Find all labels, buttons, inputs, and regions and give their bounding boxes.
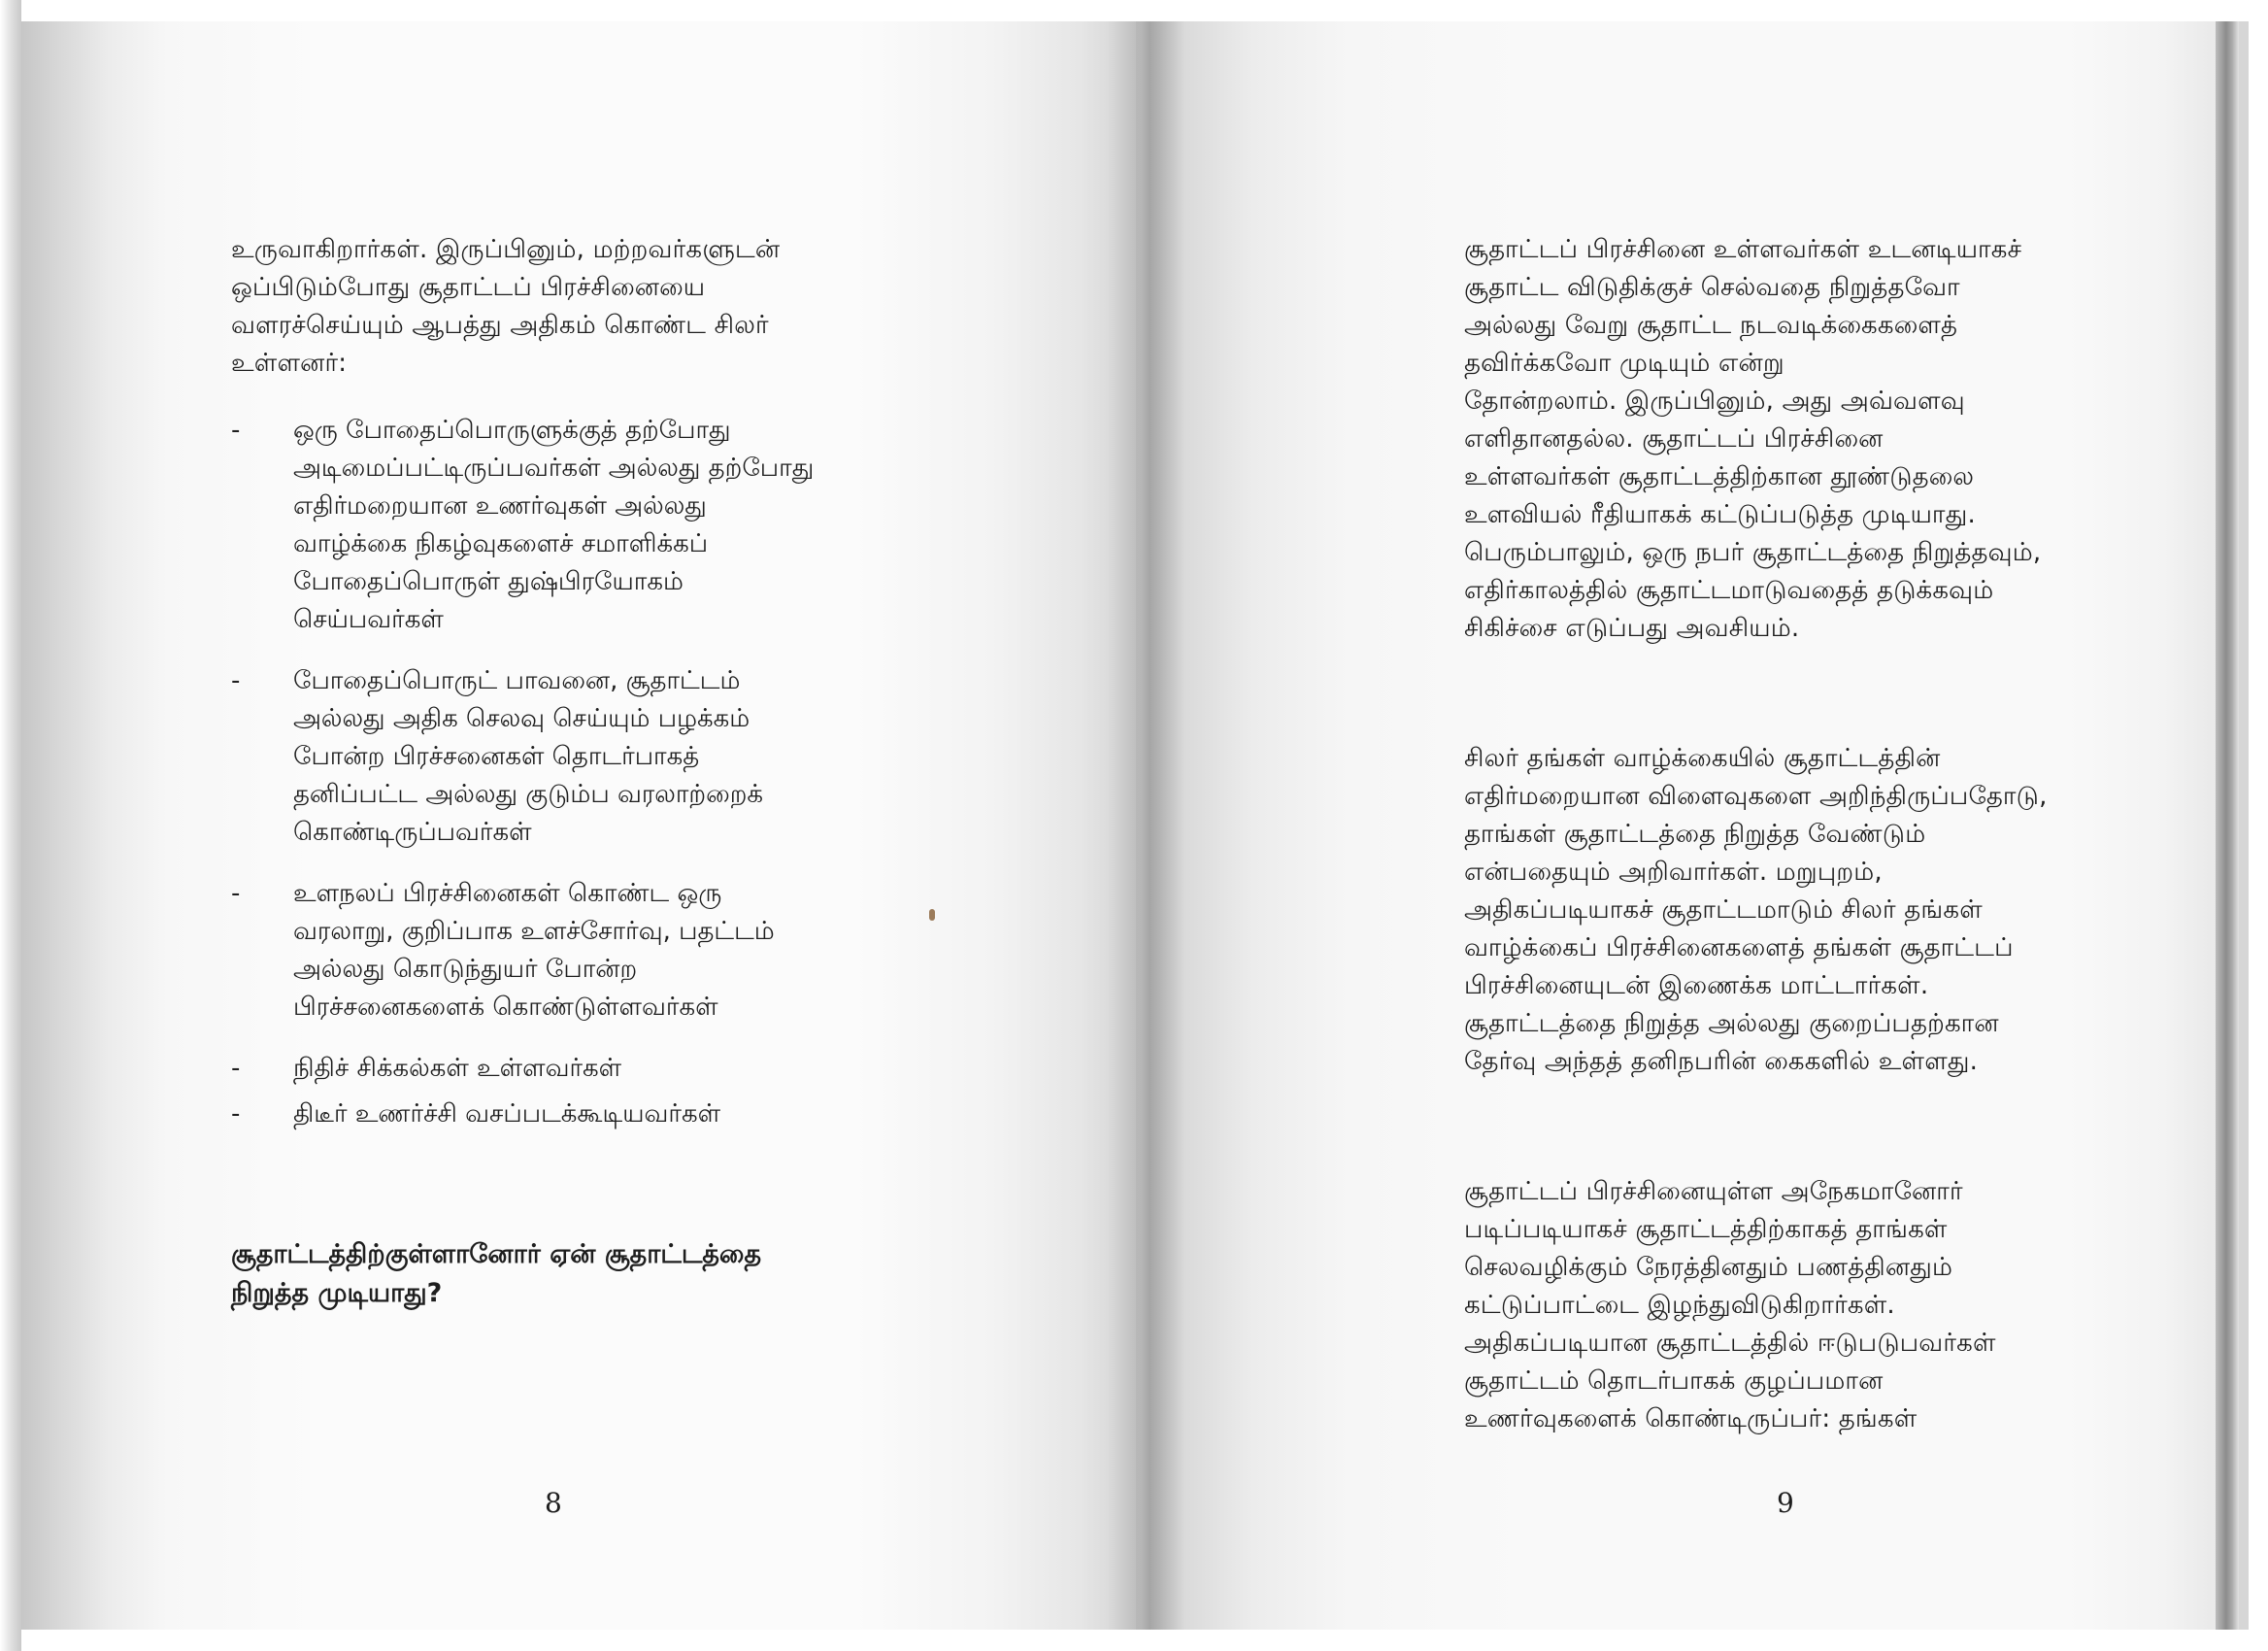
text-line: செய்பவர்கள் [293,605,444,634]
text-line: எதிர்காலத்தில் சூதாட்டமாடுவதைத் தடுக்கவும் [1464,576,1994,605]
text-line: சூதாட்டத்தை நிறுத்த அல்லது குறைப்பதற்கான [1464,1009,1999,1038]
right-paragraph-1 [1464,231,2041,648]
text-line: திடீர் உணர்ச்சி வசப்படக்கூடியவர்கள் [293,1099,721,1129]
text-line: வரலாறு, குறிப்பாக உளச்சோர்வு, பதட்டம் [293,917,775,946]
text-line: அல்லது அதிக செலவு செய்யும் பழக்கம் [293,704,750,733]
text-line: எதிர்மறையான விளைவுகளை அறிந்திருப்பதோடு, [1464,782,2048,811]
text-line: வாழ்க்கை நிகழ்வுகளைச் சமாளிக்கப் [293,529,709,558]
text-line: தவிர்க்கவோ முடியும் என்று [1464,349,1784,378]
text-line: உள்ளனர்: [231,349,348,378]
text-line: பிரச்சனைகளைக் கொண்டுள்ளவர்கள் [293,993,718,1022]
text-line: சூதாட்டம் தொடர்பாகக் குழப்பமான [1464,1366,1884,1396]
risk-factor-list [231,412,814,1157]
text-line: தனிப்பட்ட அல்லது குடும்ப வரலாற்றைக் [293,780,764,809]
text-line: சிகிச்சை எடுப்பது அவசியம். [1464,614,1800,643]
text-line: அடிமைப்பட்டிருப்பவர்கள் அல்லது தற்போது [293,454,815,483]
text-line: அதிகப்படியாகச் சூதாட்டமாடும் சிலர் தங்கள் [1464,895,1983,925]
book-spine-shadow [1107,21,1184,1630]
text-line: வாழ்க்கைப் பிரச்சினைகளைத் தங்கள் சூதாட்டப் [1464,933,2014,962]
text-line: வளரச்செய்யும் ஆபத்து அதிகம் கொண்ட சிலர் [231,311,769,340]
list-item [231,412,814,639]
list-item [231,1050,814,1088]
scan-speck [929,909,935,921]
scan-edge-right [2239,21,2249,1630]
text-line: உருவாகிறார்கள். இருப்பினும், மற்றவர்களுடன் [231,235,781,264]
text-line: தாங்கள் சூதாட்டத்தை நிறுத்த வேண்டும் [1464,820,1926,849]
text-line: பிரச்சினையுடன் இணைக்க மாட்டார்கள். [1464,971,1929,1000]
list-item [231,1095,814,1133]
heading-line: சூதாட்டத்திற்குள்ளானோர் ஏன் சூதாட்டத்தை [231,1239,762,1269]
text-line: சூதாட்டப் பிரச்சினை உள்ளவர்கள் உடனடியாகச் [1464,235,2022,264]
text-line: போன்ற பிரச்சனைகள் தொடர்பாகத் [293,742,700,771]
text-line: ஒப்பிடும்போது சூதாட்டப் பிரச்சினையை [231,273,706,302]
right-paragraph-2 [1464,740,2048,1081]
text-line: அல்லது வேறு சூதாட்ட நடவடிக்கைகளைத் [1464,311,1958,340]
text-line: நிதிச் சிக்கல்கள் உள்ளவர்கள் [293,1054,622,1083]
text-line: எளிதானதல்ல. சூதாட்டப் பிரச்சினை [1464,424,1884,454]
text-line: என்பதையும் அறிவார்கள். மறுபுறம், [1464,858,1883,887]
text-line: ஒரு போதைப்பொருளுக்குத் தற்போது [293,416,731,445]
text-line: சூதாட்ட விடுதிக்குச் செல்வதை நிறுத்தவோ [1464,273,1960,302]
bullet-dash: - [231,416,241,445]
text-line: அல்லது கொடுந்துயர் போன்ற [293,955,638,984]
scan-edge-left [0,0,21,1651]
section-heading [231,1235,761,1313]
text-line: கொண்டிருப்பவர்கள் [293,818,532,847]
list-item [231,662,814,852]
text-line: செலவழிக்கும் நேரத்தினதும் பணத்தினதும் [1464,1253,1953,1282]
text-line: உள்ளவர்கள் சூதாட்டத்திற்கான தூண்டுதலை [1464,462,1975,491]
text-line: போதைப்பொருள் துஷ்பிரயோகம் [293,567,684,596]
text-line: உணர்வுகளைக் கொண்டிருப்பர்: தங்கள் [1464,1404,1918,1433]
page-number-left: 8 [545,1487,562,1519]
heading-line: நிறுத்த முடியாது? [231,1278,443,1308]
page-edge-right [2216,21,2239,1630]
text-line: உளநலப் பிரச்சினைகள் கொண்ட ஒரு [293,879,722,908]
text-line: சூதாட்டப் பிரச்சினையுள்ள அநேகமானோர் [1464,1177,1963,1206]
text-line: உளவியல் ரீதியாகக் கட்டுப்படுத்த முடியாது. [1464,500,1976,529]
text-line: எதிர்மறையான உணர்வுகள் அல்லது [293,491,707,521]
bullet-dash: - [231,879,241,908]
text-line: தோன்றலாம். இருப்பினும், அது அவ்வளவு [1464,387,1965,416]
bullet-dash: - [231,666,241,695]
text-line: அதிகப்படியான சூதாட்டத்தில் ஈடுபடுபவர்கள் [1464,1329,1996,1358]
text-line: தேர்வு அந்தத் தனிநபரின் கைகளில் உள்ளது. [1464,1047,1979,1076]
page-number-right: 9 [1777,1487,1794,1519]
text-line: கட்டுப்பாட்டை இழந்துவிடுகிறார்கள். [1464,1291,1895,1320]
text-line: படிப்படியாகச் சூதாட்டத்திற்காகத் தாங்கள் [1464,1215,1948,1244]
list-item [231,875,814,1027]
left-intro-paragraph [231,231,780,383]
text-line: போதைப்பொருட் பாவனை, சூதாட்டம் [293,666,741,695]
bullet-dash: - [231,1099,241,1129]
text-line: சிலர் தங்கள் வாழ்க்கையில் சூதாட்டத்தின் [1464,744,1941,773]
bullet-dash: - [231,1054,241,1083]
right-paragraph-3 [1464,1173,1996,1438]
text-line: பெரும்பாலும், ஒரு நபர் சூதாட்டத்தை நிறுத்தவும், [1464,538,2042,567]
